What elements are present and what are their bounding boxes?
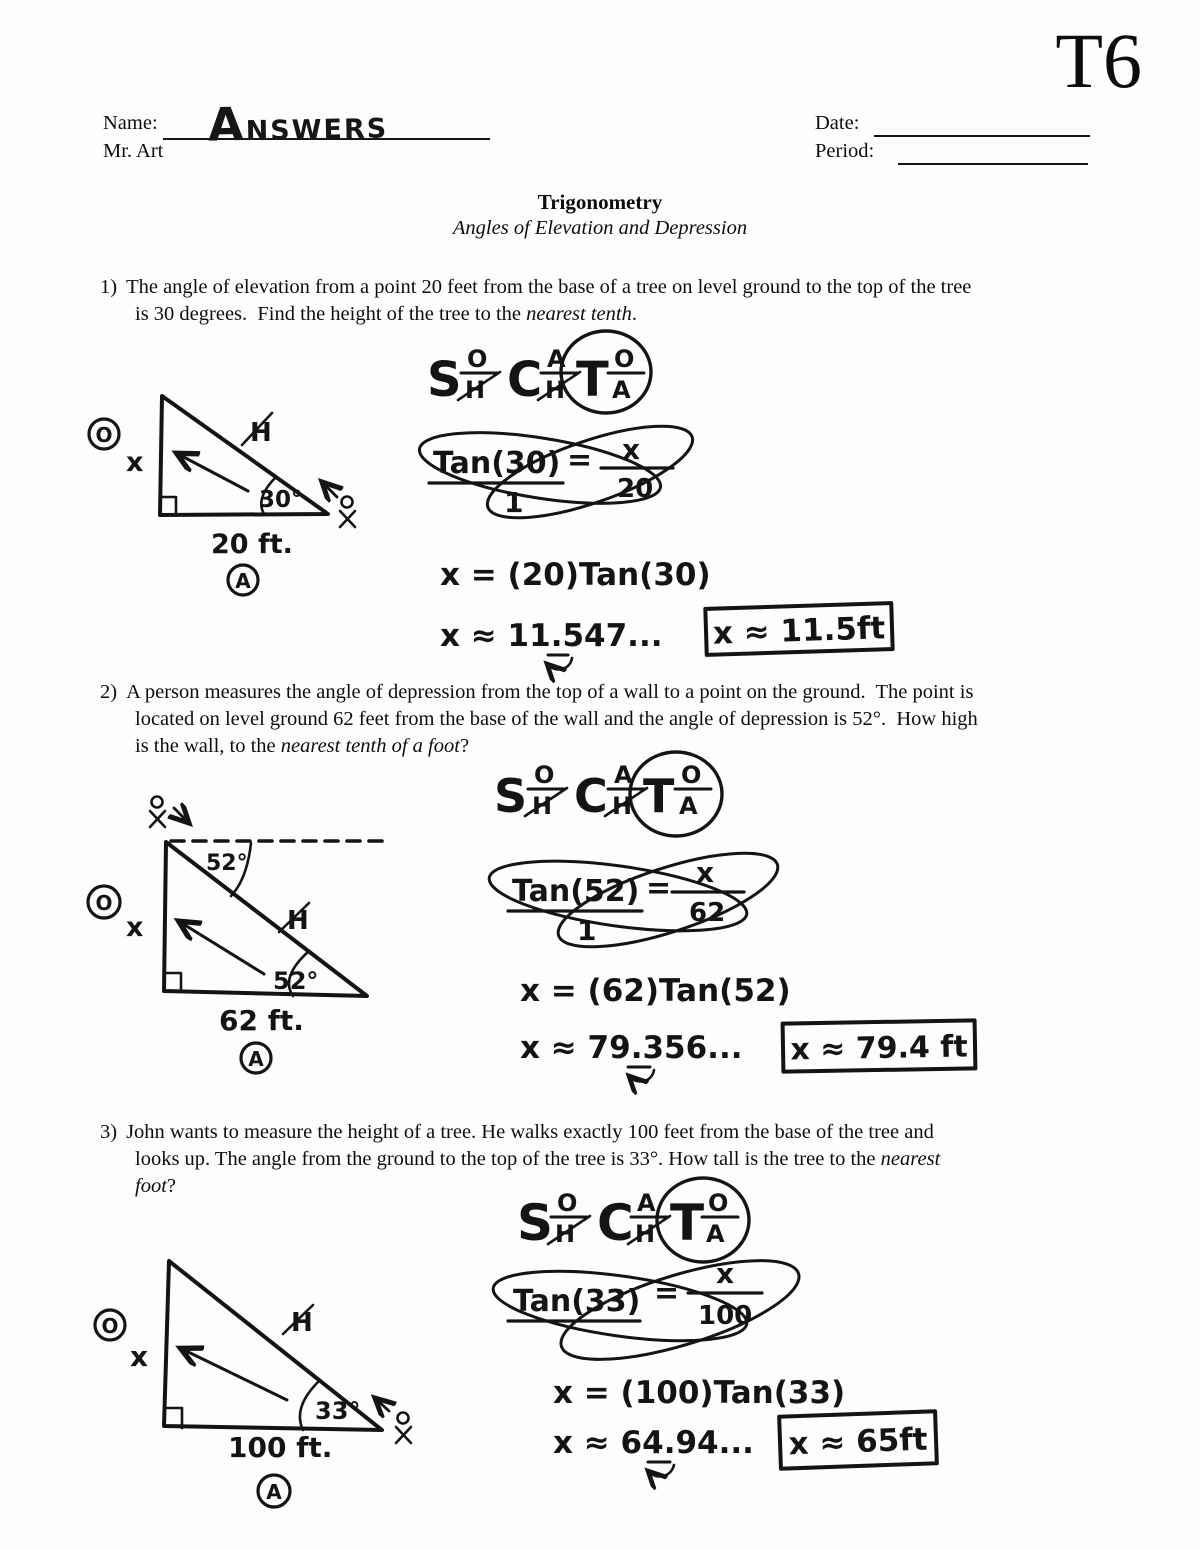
badge-letter: A [266,1480,282,1504]
problem-3-line3-end: ? [166,1175,177,1197]
decimal-line-group [440,618,663,669]
hypotenuse-label-crossed [283,1305,313,1338]
name-label: Name: [103,112,158,134]
problem-3-number: 3) [100,1121,118,1143]
answer-text: x ≈ 65ft [787,1421,929,1463]
period-label: Period: [815,140,875,162]
triangle-outline [164,842,367,996]
problem-3-work-area [80,1178,960,1538]
adj-letter: A [612,376,631,404]
equals-sign: = [654,1276,680,1311]
problem-1-diagram [89,396,355,595]
problem-1-work-area [80,330,920,675]
problem-1-line2-italic: nearest tenth [526,303,632,325]
sin-letter: S [427,352,462,408]
answer-text: x ≈ 79.4 ft [790,1029,968,1068]
adjacent-badge [241,1043,271,1073]
adjacent-badge [228,565,258,595]
date-label: Date: [815,112,860,134]
line-of-sight-arrow [180,922,264,974]
observer-stick-figure [376,1399,411,1443]
problem-2-line3-end: ? [459,735,470,757]
hyp-letter: H [465,376,486,404]
angle-label: 30° [259,487,303,513]
problem-2-diagram [88,797,386,1074]
denominator-one: 1 [504,486,524,519]
adj-letter: A [706,1220,725,1248]
adj-letter: A [614,761,633,789]
rounding-arrow [630,1070,654,1081]
solve-line: x = (20)Tan(30) [440,557,711,593]
stick-figure-head [152,797,163,808]
numerator-x: x [622,433,641,466]
cos-letter: C [597,1194,634,1252]
problem-2-line2: located on level ground 62 feet from the base of the wall and the angle of depression is 52°. How high [135,708,978,730]
badge-letter: A [248,1047,264,1071]
equals-sign: = [646,871,672,906]
opposite-badge [88,886,120,918]
numerator-x: x [696,856,715,889]
adj-letter: A [679,792,698,820]
denominator-value: 100 [698,1301,753,1331]
denominator-one: 1 [577,914,597,947]
solve-line: x = (62)Tan(52) [520,973,791,1009]
opp-letter: O [681,761,702,789]
gaze-arrow [323,483,337,497]
hypotenuse-letter: H [250,418,272,448]
problem-2-text [100,679,1160,760]
answer-text: x ≈ 11.5ft [712,610,886,652]
worksheet-subtitle: Angles of Elevation and Depression [452,217,748,239]
problem-2-work-area [80,761,1020,1085]
decimal-line: x ≈ 79.356... [520,1030,743,1066]
height-variable: x [126,447,144,478]
sin-letter: S [494,769,528,823]
sin-letter: S [517,1194,554,1252]
hyp-letter: H [532,792,553,820]
hyp-letter: H [612,792,633,820]
decimal-line: x ≈ 64.94... [553,1425,754,1461]
gaze-arrow [376,1399,389,1411]
hypotenuse-label-crossed [242,413,272,448]
height-variable: x [130,1340,149,1373]
decimal-line-group [553,1425,754,1476]
worksheet-title: Trigonometry [537,190,663,214]
badge-letter: A [235,569,251,593]
decimal-line: x ≈ 11.547... [440,618,663,654]
sohcahtoa-mnemonic [517,1178,749,1262]
hyp-letter: H [545,376,566,404]
tangent-equation [485,834,787,966]
problem-3-diagram [95,1261,411,1507]
interior-angle-label: 52° [273,967,319,995]
problem-1-line2-end: . [631,303,637,325]
decimal-line-group [520,1030,743,1081]
problem-3-line3-italic: foot [135,1175,167,1197]
problem-2-line1: A person measures the angle of depression from the top of a wall to a point on the ground. The point is [126,681,974,703]
sohcahtoa-mnemonic [427,331,651,413]
observer-stick-figure [323,483,355,527]
boxed-answer [779,1411,937,1468]
line-of-sight-arrow [182,1349,287,1400]
depression-angle-label: 52° [206,851,248,876]
denominator-value: 62 [689,898,726,928]
adj-letter: A [637,1189,656,1217]
opp-letter: O [534,761,555,789]
angle-label: 33° [315,1397,361,1425]
name-value-handwritten: ANSWERS [207,96,389,152]
rounding-arrow [548,658,572,669]
cos-letter: C [574,769,608,823]
opp-letter: O [614,345,635,373]
numerator-x: x [716,1257,735,1290]
problem-3-line2: looks up. The angle from the ground to the top of the tree is 33°. How tall is the tree to the [135,1148,881,1170]
problem-2-number: 2) [100,681,118,703]
adjacent-badge [258,1475,290,1507]
badge-letter: O [101,1314,119,1338]
opposite-badge [89,419,119,449]
name-blank-line [163,138,490,140]
triangle-outline [160,396,328,515]
rounding-arrow [649,1465,674,1476]
equals-sign: = [567,443,593,478]
cos-letter: C [507,352,543,408]
tangent-equation [415,408,702,537]
height-variable: x [126,912,144,943]
problem-1-line1: The angle of elevation from a point 20 feet from the base of a tree on level ground to the top of the tree [126,276,972,298]
problem-2-line3: is the wall, to the [135,735,281,757]
hypotenuse-letter: H [287,906,309,936]
tan-expression: Tan(30) [433,446,561,481]
hyp-letter: H [635,1220,656,1248]
problem-3-line1: John wants to measure the height of a tree. He walks exactly 100 feet from the base of the tree and [126,1121,934,1143]
base-label: 100 ft. [228,1431,333,1464]
observer-stick-figure [150,797,188,828]
right-angle-mark [160,497,176,514]
opp-letter: O [557,1189,578,1217]
period-blank-line [898,163,1088,165]
denominator-value: 20 [617,474,654,504]
base-label: 20 ft. [211,529,293,560]
sohcahtoa-mnemonic [494,752,722,836]
problem-2-line3-italic: nearest tenth of a foot [280,735,460,757]
right-angle-mark [164,973,181,991]
problem-1-number: 1) [100,276,118,298]
base-label: 62 ft. [219,1004,304,1037]
opp-letter: O [467,345,488,373]
boxed-answer [705,603,892,655]
gaze-arrow [174,808,188,822]
opposite-badge [95,1310,125,1340]
cross-multiply-oval [551,1240,809,1379]
badge-letter: O [95,423,113,447]
page-code: T6 [1055,17,1142,104]
tan-letter: T [643,769,675,823]
badge-letter: O [95,891,113,915]
boxed-answer [783,1020,976,1071]
problem-3-line2-italic: nearest [880,1148,941,1170]
date-blank-line [874,135,1090,137]
stick-figure-head [342,497,353,508]
tangent-equation [489,1240,809,1379]
tan-expression: Tan(33) [513,1284,641,1319]
hyp-letter: H [555,1220,576,1248]
opp-letter: O [708,1189,729,1217]
hypotenuse-letter: H [291,1308,313,1338]
line-of-sight-arrow [178,454,248,491]
tan-letter: T [576,352,609,408]
tan-letter: T [670,1194,705,1252]
adj-letter: A [547,345,566,373]
solve-line: x = (100)Tan(33) [553,1375,846,1411]
stick-figure-head [398,1413,409,1424]
teacher-label: Mr. Art [103,140,164,162]
problem-1-text [100,274,1160,328]
problem-1-line2: is 30 degrees. Find the height of the tree to the [135,303,527,325]
tan-expression: Tan(52) [512,874,640,909]
